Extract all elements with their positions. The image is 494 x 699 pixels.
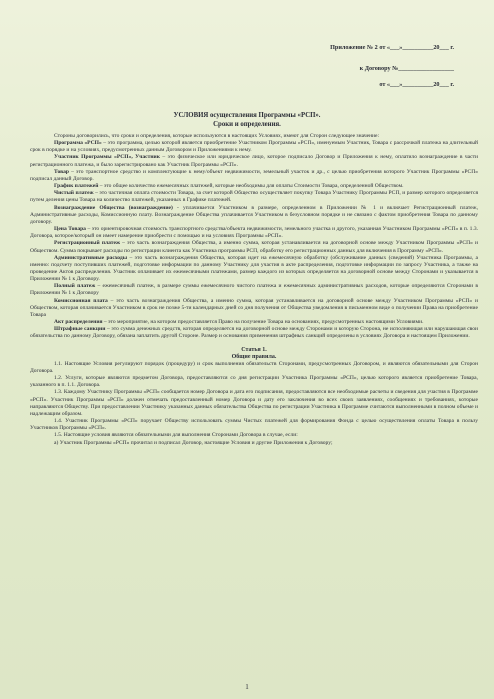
article-number: Статья 1. — [241, 346, 267, 353]
definition-paragraph: Стороны договорились, что сроки и определения, которые используются в настоящих Условиях, имеют для Сторон следующее значение: — [54, 133, 380, 139]
definition-paragraph: Комиссионная плата – это часть вознаграждения Общества, а именно сумма, которая устанавливается на договорной основе между Участником Программы «РСП» и Обществом, которая оплачивается Участником в срок не позже 5-ти календарных дней со дня получения от Общества уведомления в письменном виде о получении Права на приобретение Товара — [30, 297, 478, 318]
document-body — [30, 133, 478, 447]
page-number: 1 — [245, 683, 249, 691]
definition-paragraph: Акт распределения – это мероприятие, на котором предоставляется Право на получение Товара на основаниях, предусмотренных настоящими Условиями. — [54, 319, 424, 326]
clause-paragraph: а) Участник Программы «РСП» прочитал и подписал Договор, настоящие Условия и другие Приложения к Договору; — [54, 439, 333, 446]
definition-paragraph: Административные расходы – это часть вознаграждения Общества, которая идет на ежемесячную обработку (обслуживание данных (сведений) Участника Программы, а именно: подсчету поступивших платежей, подготовке информации по данному Участнику для участия в акте распределения, подготовке информации по запросу Участника, а также на проведение Актов распределения. Участник оплачивает их ежемесячными платежами, размер каждого из которых определяется на договорной основе между Сторонами и указывается в Приложении № 1 к Договору. — [30, 254, 479, 283]
definition-paragraph: Чистый платеж – это частичная оплата стоимости Товара, за счет которой Общество осуществляет покупку Товара Участнику Программы РСП, и размер которого определяется путем деления цены Товара на количество платежей, указанных в Графике платежей. — [30, 190, 478, 204]
definition-paragraph: Участник Программы «РСП», Участник – это физическое или юридическое лицо, которое подписало Договор и Приложения к нему, оплатило вознаграждение в части регистрационного платежа, и было зарегистрировано как Участник Программы «РСП». — [30, 154, 478, 168]
definition-paragraph: Вознаграждение Общества (вознаграждение) - уплачивается Участником в размере, определенном в Приложении № 1 и включает Регистрационный платеж, Административные расходы, Комиссионную плату. Вознаграждение Общества уплачивается Участником в безусловном порядке и не связано с фактом приобретения Товара по данному договору. — [30, 204, 478, 225]
contract-number-line: к Договору №__________________ — [359, 65, 454, 72]
definition-paragraph: Штрафные санкции – это сумма денежных средств, которая определяется на договорной основе между Сторонами и которую Сторона, не исполняющая или нарушающая свои обязательства по данному Договору, обязана заплатить другой Стороне. Размер и основания применения штрафных санкций определены в условиях Договора и настоящем Приложении. — [30, 326, 478, 340]
definition-paragraph: Полный платеж – ежемесячный платеж, в размере суммы ежемесячного чистого платежа и ежемесячных административных расходов, которые определяются Сторонами в Приложении № 1 к Договору — [30, 283, 478, 297]
definition-paragraph: Товар – это транспортное средство и комплектующие к нему/объект недвижимости, земельный участок и др., с целью приобретения которого Участник Программы «РСП» подписал данный Договор. — [30, 168, 478, 182]
article-title: Общие правила. — [231, 353, 277, 360]
clause-paragraph: 1.5. Настоящие условия являются обязательными для выполнения Сторонами Договора в случае, если: — [54, 432, 298, 439]
clause-paragraph: 1.2. Услуги, которые являются предметом Договора, предоставляются со дня регистрации Участника Программы «РСП», целью которого является приобретение Товара, указанного в п. 1.1. Договора. — [30, 375, 478, 389]
document-subtitle: Сроки и определения. — [213, 121, 281, 128]
definition-paragraph: Цена Товара – это ориентировочная стоимость транспортного средства/объекта недвижимости, земельного участка и другого, указанная Участником Программы «РСП» в п. 1.3. Договора, которое/который он имеет намерение приобрести с помощью и на условиях Программы «РСП». — [30, 226, 478, 240]
contract-date-line: от «___»__________20___ г. — [379, 81, 454, 88]
clause-paragraph: 1.1. Настоящие Условия регулируют порядок (процедуру) и срок выполнения обязательств Сторонами, предусмотренных Договором, и являются обязательными для Сторон Договора. — [30, 360, 478, 374]
appendix-header-line: Приложение № 2 от «___»__________20___ г. — [330, 44, 454, 51]
definition-paragraph: График платежей – это общее количество ежемесячных платежей, которые необходимы для оплаты Стоимости Товара, определенной Обществом. — [54, 183, 404, 190]
clause-paragraph: 1.4. Участник Программы «РСП» поручает Обществу использовать суммы Чистых платежей для формирования Фонда с целью осуществления оплаты Товара в пользу Участников Программы «РСП». — [30, 418, 478, 432]
definition-paragraph: Регистрационный платеж – это часть вознаграждения Общества, а именно сумма, которая устанавливается на договорной основе между Участником Программы «РСП» и Обществом. Сумма покрывает расходы по регистрации клиента как Участника программы РСП, обработку его регистрационных данных для включения в Программу «РСП». — [30, 240, 478, 254]
definition-paragraph: Программа «РСП» – это программа, целью которой является приобретение Участником Программы «РСП», именуемым Участник, Товара с рассрочкой платежа на длительный срок в порядке и на условиях, предусмотренных данным Договором и Приложениями к нему. — [30, 140, 478, 154]
clause-paragraph: 1.3. Каждому Участнику Программы «РСП» сообщается номер Договора и дата его подписания, предоставляются все необходимые расчеты и сведения для участия в Программе «РСП». Участник Программы «РСП» должен отмечать предоставленный номер Договора и дату его заключения во всех своих заявлениях, сообщениях и требованиях, которые направляются Обществу. При предоставлении Участнику указанных данных обязательства Общества по регистрации Участника в Программе считаются выполненными в полном объеме и надлежащим образом. — [30, 389, 478, 417]
document-title: УСЛОВИЯ осуществления Программы «РСП». — [173, 112, 321, 119]
